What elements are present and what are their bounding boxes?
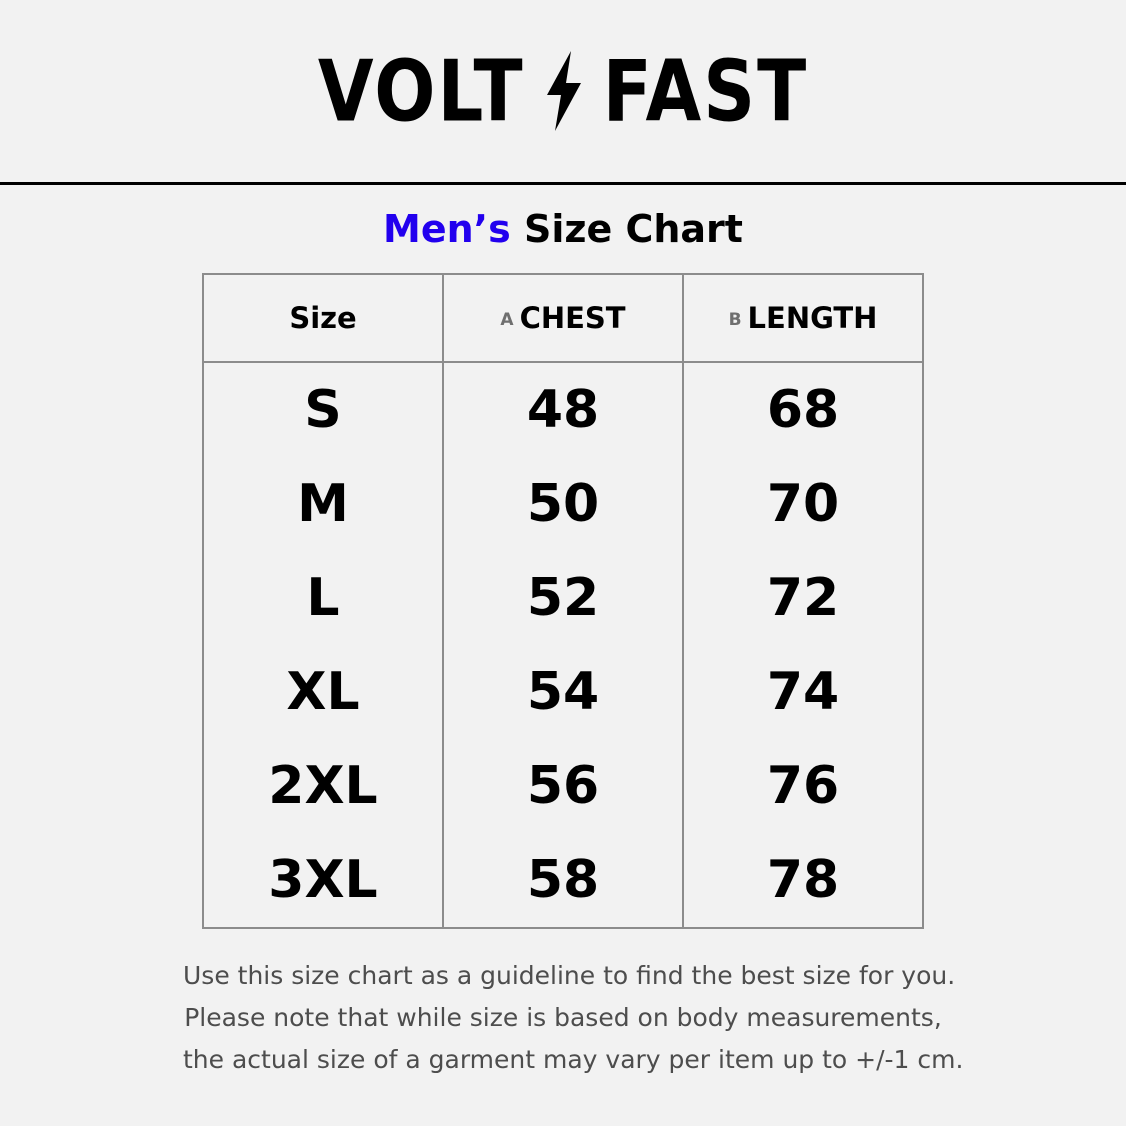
column-header-length-label: LENGTH xyxy=(747,301,878,335)
cell-length: 70 xyxy=(683,457,923,551)
cell-chest: 54 xyxy=(443,645,683,739)
brand-word-right: FAST xyxy=(602,41,809,141)
cell-chest: 48 xyxy=(443,362,683,457)
note-line-3: the actual size of a garment may vary per item up to +/-1 cm. xyxy=(183,1045,964,1074)
column-header-size xyxy=(203,274,443,362)
cell-length: 76 xyxy=(683,739,923,833)
table-row xyxy=(203,739,923,833)
table-row xyxy=(203,457,923,551)
column-header-chest-mark: A xyxy=(500,310,514,330)
cell-size: 3XL xyxy=(203,833,443,928)
cell-size: L xyxy=(203,551,443,645)
cell-chest: 50 xyxy=(443,457,683,551)
cell-length: 68 xyxy=(683,362,923,457)
cell-length: 78 xyxy=(683,833,923,928)
table-row xyxy=(203,645,923,739)
table-row xyxy=(203,551,923,645)
column-header-length-mark: B xyxy=(728,310,742,330)
brand-word-left: VOLT xyxy=(317,41,525,141)
table-body xyxy=(203,362,923,928)
size-chart-table-wrap xyxy=(202,273,924,929)
page-title-accent: Men’s xyxy=(383,207,511,251)
brand-header xyxy=(0,0,1126,182)
table-row xyxy=(203,362,923,457)
table-row xyxy=(203,833,923,928)
page-title xyxy=(0,207,1126,251)
column-header-chest-label: CHEST xyxy=(519,301,626,335)
cell-size: XL xyxy=(203,645,443,739)
header-divider xyxy=(0,182,1126,185)
cell-chest: 58 xyxy=(443,833,683,928)
lightning-bolt-icon xyxy=(541,51,587,131)
cell-length: 74 xyxy=(683,645,923,739)
cell-size: S xyxy=(203,362,443,457)
table-header-row xyxy=(203,274,923,362)
note-line-1: Use this size chart as a guideline to find the best size for you. xyxy=(183,961,956,990)
cell-chest: 52 xyxy=(443,551,683,645)
cell-size: 2XL xyxy=(203,739,443,833)
column-header-length xyxy=(683,274,923,362)
page-title-rest: Size Chart xyxy=(510,207,743,251)
table-head xyxy=(203,274,923,362)
cell-size: M xyxy=(203,457,443,551)
size-chart-table xyxy=(202,273,924,929)
cell-chest: 56 xyxy=(443,739,683,833)
size-chart-note xyxy=(183,955,964,1081)
cell-length: 72 xyxy=(683,551,923,645)
column-header-chest xyxy=(443,274,683,362)
note-line-2: Please note that while size is based on body measurements, xyxy=(184,1003,942,1032)
column-header-size-label: Size xyxy=(289,301,357,335)
